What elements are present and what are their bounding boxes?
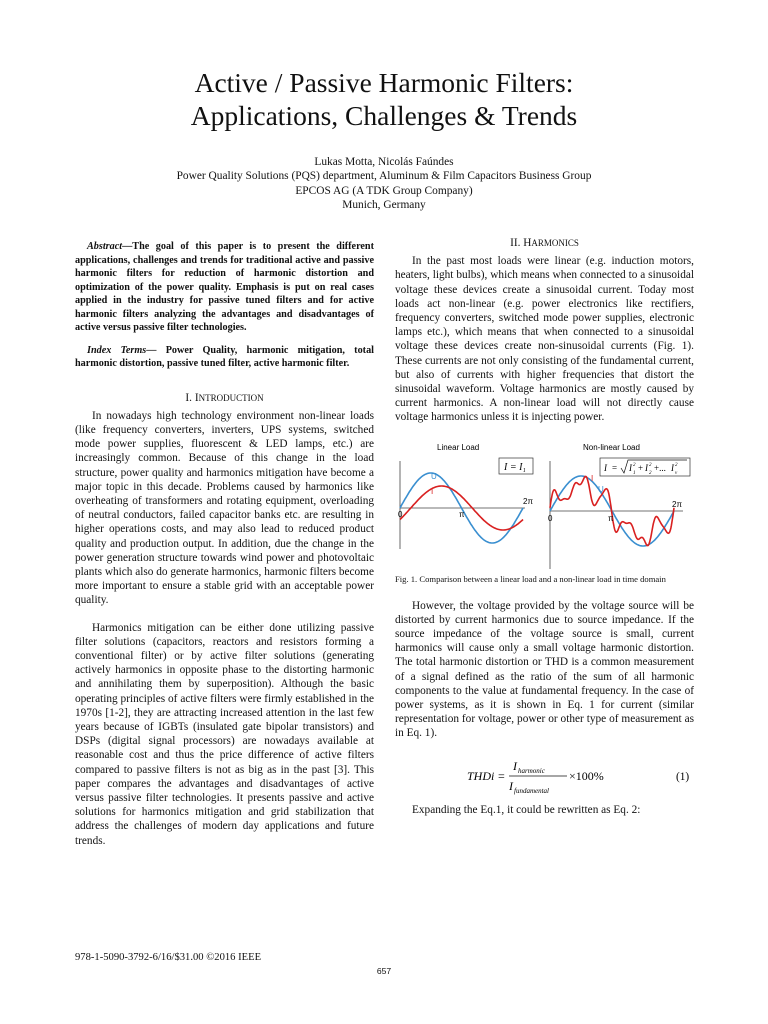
svg-text:I: I xyxy=(671,462,674,473)
abstract-label: Abstract xyxy=(87,241,123,252)
svg-text:+: + xyxy=(638,462,644,473)
left-column xyxy=(75,240,374,848)
harmonics-paragraph-3: Expanding the Eq.1, it could be rewritten as Eq. 2: xyxy=(412,803,641,816)
affiliation-2: EPCOS AG (A TDK Group Company) xyxy=(295,184,473,197)
svg-text:=: = xyxy=(498,768,505,783)
section-heading-introduction xyxy=(75,391,374,405)
page-number: 657 xyxy=(376,966,392,976)
index-terms xyxy=(75,344,374,371)
linear-load-title: Linear Load xyxy=(437,442,480,452)
svg-text:1: 1 xyxy=(633,470,636,476)
location: Munich, Germany xyxy=(342,198,426,211)
eq1-denominator: I xyxy=(509,778,513,793)
title-line-2: Applications, Challenges & Trends xyxy=(190,100,578,131)
svg-text:2: 2 xyxy=(649,470,652,476)
nonlinear-i-label: I xyxy=(591,473,594,483)
section1-heading: NTRODUCTION xyxy=(198,392,264,403)
linear-eq: I = I₁ xyxy=(504,461,526,473)
eq1-lhs: THDi xyxy=(467,768,495,783)
author-block xyxy=(0,155,768,212)
copyright-footer: 978-1-5090-3792-6/16/$31.00 ©2016 IEEE xyxy=(75,952,262,963)
svg-text:I: I xyxy=(629,462,632,473)
authors: Lukas Motta, Nicolás Faúndes xyxy=(314,156,454,168)
nonlinear-load-title: Non-linear Load xyxy=(583,442,640,452)
harmonics-paragraph-1: In the past most loads were linear (e.g. induction motors, heaters, light bulbs), which means when connected to a sinusoidal voltage these devices create a sinusoidal current. Today most loads act non-linear (e.g. power electronics like rectifiers, frequency converters, switched mode power supplies, electronic lamps etc.), which means that when connected to a sinusoidal voltage these devices create non-sinusoidal currents (Fig. 1). These currents are not only consisting of the fundamental current, but also of currents with higher frequencies that distort the sinusoidal waveform. Voltage harmonics are mostly caused by current harmonics. A non-linear load will not directly cause voltage harmonics unless it is injecting power. xyxy=(395,255,694,424)
index-terms-text: — Power Quality, harmonic mitigation, total harmonic distortion, passive tuned filter, active harmonic filter. xyxy=(75,344,374,369)
section2-heading: ARMONICS xyxy=(531,238,579,248)
abstract-text: —The goal of this paper is to present the different applications, challenges and trends for traditional active and passive harmonic filters for reduction of harmonic distortion and optimization of the power quality. Emphasis is put on real cases applied in the industry for passive tuned filters and for active harmonic filters analyzing the advantages and disadvantages of active versus passive filter technologies. xyxy=(75,241,374,333)
figure-1-plot xyxy=(395,441,694,571)
nonlinear-u-label: U xyxy=(598,484,604,494)
svg-text:2: 2 xyxy=(675,462,678,468)
nonlinear-zero-label: 0 xyxy=(548,513,553,523)
eq1-numerator-sub: harmonic xyxy=(518,766,545,775)
svg-text:2: 2 xyxy=(649,462,652,468)
linear-u-label: U xyxy=(431,471,437,481)
svg-text:I: I xyxy=(645,462,648,473)
figure-1 xyxy=(395,441,694,571)
abstract xyxy=(75,240,374,335)
eq1-numerator: I xyxy=(513,758,517,773)
intro-paragraph-1: In nowadays high technology environment non-linear loads (like frequency converters, inverters, UPS systems, switched mode power supplies, fluorescent & LED lamps, etc.) are increasingly common. Because of this change in the load structure, power quality and harmonics mitigation have become a major topic in this decade. Problems caused by harmonics like overheating of transformers and rotating equipment, overloading of neutral conductors, failed capacitor banks etc. are resulting in higher operations costs, and may also lead to reduced product quality and production output. In addition, due the change in the power generation structure towards wind power and photovoltaic plants which also do generate harmonics, harmonic filters become more important to ensure a stable grid with an acceptable power quality. xyxy=(75,409,374,607)
intro-paragraph-2: Harmonics mitigation can be either done utilizing passive filter solutions (capacitors, reactors and resistors forming a conventional filter) or by active filter solutions (generating actively harmonics in opposite phase to the distorting harmonic and annihilating them by superposition). Although the basic operating principles of active filters were firmly established in the 1970s [1-2], they are attracting increased attention in the last few years because of IGBTs (insulated gate bipolar transistors) and DSPs (digital signal processors) are nowadays available at reasonable cost and thus the price difference of active filters compared to passive filters is not as big as in the past [3]. This paper compares the advantages and disadvantages of active versus passive filter technologies. It presents passive and active solutions for harmonics mitigation and grid stabilization that address the challenges of modern day applications and future trends. xyxy=(75,621,374,847)
eq1-number: (1) xyxy=(676,770,690,783)
harmonics-paragraph-2: However, the voltage provided by the voltage source will be distorted by current harmonics due to source impedance. If the source impedance of the voltage source is small, current harmonics will cause only a small voltage harmonic distortion. The total harmonic distortion or THD is a common measurement of a signal defined as the ratio of the sum of all harmonic components to the value at fundamental frequency. In the case of power systems, as it is shown in Eq. 1 for current (similar representation for voltage, power or other type of measurement as in Eq. 1). xyxy=(395,599,694,740)
svg-text:2: 2 xyxy=(633,462,636,468)
svg-text:+...: +... xyxy=(654,462,666,473)
linear-2pi-label: 2π xyxy=(523,496,533,506)
equation-1 xyxy=(395,751,694,797)
eq1-multiplier: ×100% xyxy=(569,768,604,783)
nonlinear-2pi-label: 2π xyxy=(672,499,682,509)
eq1-denominator-sub: fundamental xyxy=(514,786,549,795)
equation-1-graphic xyxy=(395,751,694,797)
section-heading-harmonics xyxy=(395,236,694,250)
linear-pi-label: π xyxy=(459,509,465,519)
figure-1-caption: Fig. 1. Comparison between a linear load and a non-linear load in time domain xyxy=(395,573,666,584)
svg-text:I: I xyxy=(604,462,607,473)
section1-number: I. I xyxy=(185,391,199,404)
linear-zero-label: 0 xyxy=(398,509,403,519)
affiliation-1: Power Quality Solutions (PQS) department, Aluminum & Film Capacitors Business Group xyxy=(176,170,592,183)
section2-number: II. H xyxy=(510,237,532,249)
paper-title xyxy=(0,66,768,132)
index-terms-label: Index Terms xyxy=(87,344,147,356)
right-column xyxy=(395,236,694,817)
title-line-1: Active / Passive Harmonic Filters: xyxy=(194,67,574,98)
svg-text:v: v xyxy=(675,470,678,476)
svg-text:=: = xyxy=(612,462,618,473)
nonlinear-pi-label: π xyxy=(608,513,614,523)
linear-i-label: I xyxy=(431,486,434,496)
